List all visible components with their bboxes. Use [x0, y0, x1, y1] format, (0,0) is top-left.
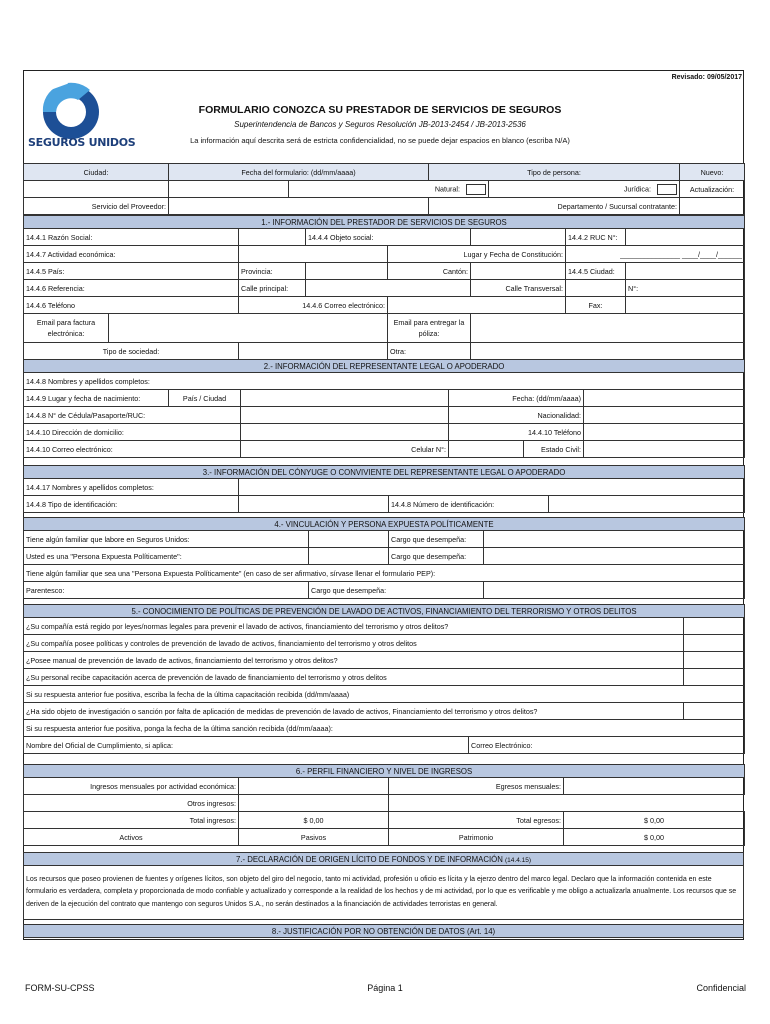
referencia-label: 14.4.6 Referencia: — [24, 280, 239, 297]
rep-fecha-field[interactable] — [584, 390, 745, 407]
form-title: FORMULARIO CONOZCA SU PRESTADOR DE SERVICIOS DE SEGUROS — [198, 104, 562, 116]
provincia-label: Provincia: — [239, 263, 306, 280]
cedula-field[interactable] — [241, 407, 449, 424]
servicio-field[interactable] — [169, 198, 429, 215]
canton-field[interactable] — [471, 263, 566, 280]
rep-telefono-field[interactable] — [584, 424, 745, 441]
tipo-id-label: 14.4.8 Tipo de identificación: — [24, 496, 239, 513]
tipo-id-field[interactable] — [239, 496, 389, 513]
section-7-title: 7.- DECLARACIÓN DE ORIGEN LÍCITO DE FONDOS Y DE INFORMACIÓN — [235, 854, 503, 864]
egresos-label: Egresos mensuales: — [389, 778, 564, 795]
estado-civil-label: Estado Civil: — [524, 441, 584, 458]
ciudad-field[interactable] — [24, 181, 169, 198]
email-poliza-field[interactable] — [471, 314, 745, 343]
lugar-constitucion-label: Lugar y Fecha de Constitución: — [388, 246, 566, 263]
section-3-header: 3.- INFORMACIÓN DEL CÓNYUGE O CONVIVIENTE DEL REPRESENTANTE LEGAL O APODERADO — [24, 466, 745, 479]
q3-label: ¿Posee manual de prevención de lavado de activos, financiamiento del terrorismo y otros delitos? — [24, 652, 684, 669]
section-5 — [23, 604, 745, 754]
cargo1-field[interactable] — [484, 531, 745, 548]
rep-telefono-label: 14.4.10 Teléfono — [449, 424, 584, 441]
razon-social-field[interactable] — [239, 229, 306, 246]
section-6 — [23, 764, 745, 846]
pais-label: 14.4.5 País: — [24, 263, 239, 280]
declaracion-text: Los recursos que poseo provienen de fuentes y orígenes lícitos, son objeto del giro del negocio, tanto mi actividad, profesión u oficio es lícita y la ejerzo dentro del marco legal. Declaro que la información contenida en este formulario es verdadera, completa y proporcionada de modo confiable y actualizado y corresponde a la realidad de los hechos y de mi actividad, por lo que es verificable y me obligo a actualizarla anualmente. Los recursos que se deriven de la ejecución del contrato que mantengo con seguros Unidos S.A., no serán destinados a la financiación de actividades terroristas en general. — [24, 866, 744, 920]
ingresos-field[interactable] — [239, 778, 389, 795]
objeto-social-field[interactable] — [471, 229, 566, 246]
section-4 — [23, 517, 745, 599]
q1-label: ¿Su compañía está regido por leyes/normas legales para prevenir el lavado de activos, financiamiento del terrorismo y otros delitos? — [24, 618, 684, 635]
ciudad-label: Ciudad: — [24, 164, 169, 181]
section-3 — [23, 465, 745, 513]
section-4-header: 4.- VINCULACIÓN Y PERSONA EXPUESTA POLÍTICAMENTE — [24, 518, 745, 531]
q6-label: ¿Ha sido objeto de investigación o sanción por falta de aplicación de medidas de prevención de lavado de activos, Financiamiento del terrorismo y otros delitos? — [24, 703, 684, 720]
calle-transversal-field[interactable] — [566, 280, 626, 297]
ruc-field[interactable] — [626, 229, 745, 246]
actividad-label: 14.4.7 Actividad económica: — [24, 246, 239, 263]
conyuge-nombres-field[interactable] — [239, 479, 745, 496]
q3-answer[interactable] — [684, 652, 745, 669]
q5-label[interactable]: Si su respuesta anterior fue positiva, escriba la fecha de la última capacitación recibida (dd/mm/aaaa) — [24, 686, 745, 703]
ruc-label: 14.4.2 RUC N°: — [566, 229, 626, 246]
tipo-persona-label: Tipo de persona: — [429, 164, 680, 181]
section-7-header — [24, 853, 744, 866]
oficial-correo-label[interactable]: Correo Electrónico: — [469, 737, 745, 754]
blank-cell — [389, 795, 745, 812]
otra-label: Otra: — [388, 343, 471, 360]
q2-label: ¿Su compañía posee políticas y controles de prevención de lavado de activos, financiamiento del terrorismo y otros delitos — [24, 635, 684, 652]
familiar-pep-label[interactable]: Tiene algún familiar que sea una "Persona Expuesta Políticamente" (en caso de ser afirmativo, sírvase llenar el formulario PEP): — [24, 565, 745, 582]
pais-ciudad-label: País / Ciudad — [169, 390, 241, 407]
parentesco-label: Parentesco: — [24, 582, 309, 599]
rep-lugar-label: 14.4.9 Lugar y fecha de nacimiento: — [24, 390, 169, 407]
cedula-label: 14.4.8 N° de Cédula/Pasaporte/RUC: — [24, 407, 241, 424]
numero-label: N°: — [626, 280, 745, 297]
cargo3-label: Cargo que desempeña: — [309, 582, 484, 599]
footer-page-number: Página 1 — [367, 983, 403, 993]
section-7 — [23, 852, 744, 920]
q6-answer[interactable] — [684, 703, 745, 720]
pep-label: Usted es una "Persona Expuesta Políticamente": — [24, 548, 309, 565]
otra-field[interactable] — [471, 343, 745, 360]
fax-field[interactable] — [626, 297, 745, 314]
razon-social-label: 14.4.1 Razón Social: — [24, 229, 239, 246]
ciudad-s1-field[interactable] — [626, 263, 745, 280]
total-egresos-value: $ 0,00 — [564, 812, 745, 829]
pais-ciudad-field[interactable] — [241, 390, 449, 407]
correo-label: 14.4.6 Correo electrónico: — [239, 297, 388, 314]
otros-ingresos-field[interactable] — [239, 795, 389, 812]
q4-answer[interactable] — [684, 669, 745, 686]
fecha-form-label: Fecha del formulario: (dd/mm/aaaa) — [169, 164, 429, 181]
patrimonio-value: $ 0,00 — [564, 829, 745, 846]
tipo-sociedad-field[interactable] — [239, 343, 388, 360]
cargo2-label: Cargo que desempeña: — [389, 548, 484, 565]
fax-label: Fax: — [566, 297, 626, 314]
pasivos-label: Pasivos — [239, 829, 389, 846]
direccion-field[interactable] — [241, 424, 449, 441]
footer-form-code: FORM-SU-CPSS — [25, 983, 95, 993]
tipo-sociedad-label: Tipo de sociedad: — [24, 343, 239, 360]
conyuge-nombres-label: 14.4.17 Nombres y apellidos completos: — [24, 479, 239, 496]
section-8 — [23, 924, 744, 938]
familiar-label: Tiene algún familiar que labore en Seguros Unidos: — [24, 531, 309, 548]
oficial-label[interactable]: Nombre del Oficial de Cumplimiento, si aplica: — [24, 737, 469, 754]
section-8-header: 8.- JUSTIFICACIÓN POR NO OBTENCIÓN DE DATOS (Art. 14) — [24, 925, 744, 938]
form-subtitle: Superintendencia de Bancos y Seguros Resolución JB-2013-2454 / JB-2013-2536 — [234, 120, 526, 129]
q4-label: ¿Su personal recibe capacitación acerca de prevención de lavado de financiamiento del terrorismo y otros delitos — [24, 669, 684, 686]
q1-answer[interactable] — [684, 618, 745, 635]
activos-label: Activos — [24, 829, 239, 846]
revision-date: Revisado: 09/05/2017 — [671, 74, 742, 81]
departamento-field[interactable] — [680, 198, 745, 215]
celular-label: Celular N°: — [241, 441, 449, 458]
objeto-social-label: 14.4.4 Objeto social: — [306, 229, 471, 246]
section-1 — [23, 215, 745, 360]
actividad-field[interactable] — [239, 246, 388, 263]
celular-field[interactable] — [449, 441, 524, 458]
calle-transversal-label: Calle Transversal: — [471, 280, 566, 297]
ingresos-label: Ingresos mensuales por actividad económica: — [24, 778, 239, 795]
estado-civil-field[interactable] — [584, 441, 745, 458]
rep-nombres-label[interactable]: 14.4.8 Nombres y apellidos completos: — [24, 373, 745, 390]
canton-label: Cantón: — [388, 263, 471, 280]
total-ingresos-value: $ 0,00 — [239, 812, 389, 829]
section-2 — [23, 359, 745, 458]
email-poliza-label: Email para entregar la póliza: — [388, 314, 471, 343]
pep-field[interactable] — [309, 548, 389, 565]
nacionalidad-field[interactable] — [584, 407, 745, 424]
section-5-header: 5.- CONOCIMIENTO DE POLÍTICAS DE PREVENCIÓN DE LAVADO DE ACTIVOS, FINANCIAMIENTO DEL TERRORISMO Y OTROS DELITOS — [24, 605, 745, 618]
rep-correo-label: 14.4.10 Correo electrónico: — [24, 441, 241, 458]
q2-answer[interactable] — [684, 635, 745, 652]
section-2-header: 2.- INFORMACIÓN DEL REPRESENTANTE LEGAL O APODERADO — [24, 360, 745, 373]
footer-confidential: Confidencial — [696, 983, 746, 993]
numero-id-field[interactable] — [549, 496, 745, 513]
rep-fecha-label: Fecha: (dd/mm/aaaa) — [449, 390, 584, 407]
natural-option[interactable] — [289, 181, 489, 198]
departamento-label: Departamento / Sucursal contratante: — [429, 198, 680, 215]
calle-principal-field[interactable] — [306, 280, 471, 297]
nacionalidad-label: Nacionalidad: — [449, 407, 584, 424]
top-table — [23, 163, 745, 215]
actualizacion-label: Actualización: — [680, 181, 745, 198]
fecha-field[interactable] — [169, 181, 289, 198]
email-factura-field[interactable] — [109, 314, 388, 343]
q7-label[interactable]: Si su respuesta anterior fue positiva, ponga la fecha de la última sanción recibida (dd/mm/aaaa): — [24, 720, 745, 737]
total-egresos-label: Total egresos: — [389, 812, 564, 829]
natural-checkbox[interactable] — [466, 184, 486, 195]
cargo3-field[interactable] — [484, 582, 745, 599]
patrimonio-label: Patrimonio — [389, 829, 564, 846]
cargo2-field[interactable] — [484, 548, 745, 565]
provincia-field[interactable] — [306, 263, 388, 280]
egresos-field[interactable] — [564, 778, 745, 795]
telefono-label: 14.4.6 Teléfono — [24, 297, 239, 314]
natural-label: Natural: — [434, 183, 460, 193]
familiar-field[interactable] — [309, 531, 389, 548]
section-7-ref: (14.4.15) — [505, 856, 532, 864]
numero-id-label: 14.4.8 Número de identificación: — [389, 496, 549, 513]
juridica-option[interactable] — [489, 181, 680, 198]
lugar-constitucion-field[interactable]: _______________ ____/____/______ — [566, 246, 745, 263]
nuevo-label: Nuevo: — [680, 164, 745, 181]
juridica-label: Jurídica: — [623, 183, 651, 193]
email-factura-label: Email para factura electrónica: — [24, 314, 109, 343]
correo-field[interactable] — [388, 297, 566, 314]
total-ingresos-label: Total ingresos: — [24, 812, 239, 829]
otros-ingresos-label: Otros ingresos: — [24, 795, 239, 812]
juridica-checkbox[interactable] — [657, 184, 677, 195]
calle-principal-label: Calle principal: — [239, 280, 306, 297]
direccion-label: 14.4.10 Dirección de domicilio: — [24, 424, 241, 441]
ciudad-s1-label: 14.4.5 Ciudad: — [566, 263, 626, 280]
section-6-header: 6.- PERFIL FINANCIERO Y NIVEL DE INGRESOS — [24, 765, 745, 778]
cargo1-label: Cargo que desempeña: — [389, 531, 484, 548]
servicio-label: Servicio del Proveedor: — [24, 198, 169, 215]
section-1-header: 1.- INFORMACIÓN DEL PRESTADOR DE SERVICIOS DE SEGUROS — [24, 216, 745, 229]
logo-text: SEGUROS UNIDOS — [28, 136, 136, 149]
form-note: La información aquí descrita será de estricta confidencialidad, no se puede dejar espacios en blanco (escriba N/A) — [190, 136, 570, 145]
